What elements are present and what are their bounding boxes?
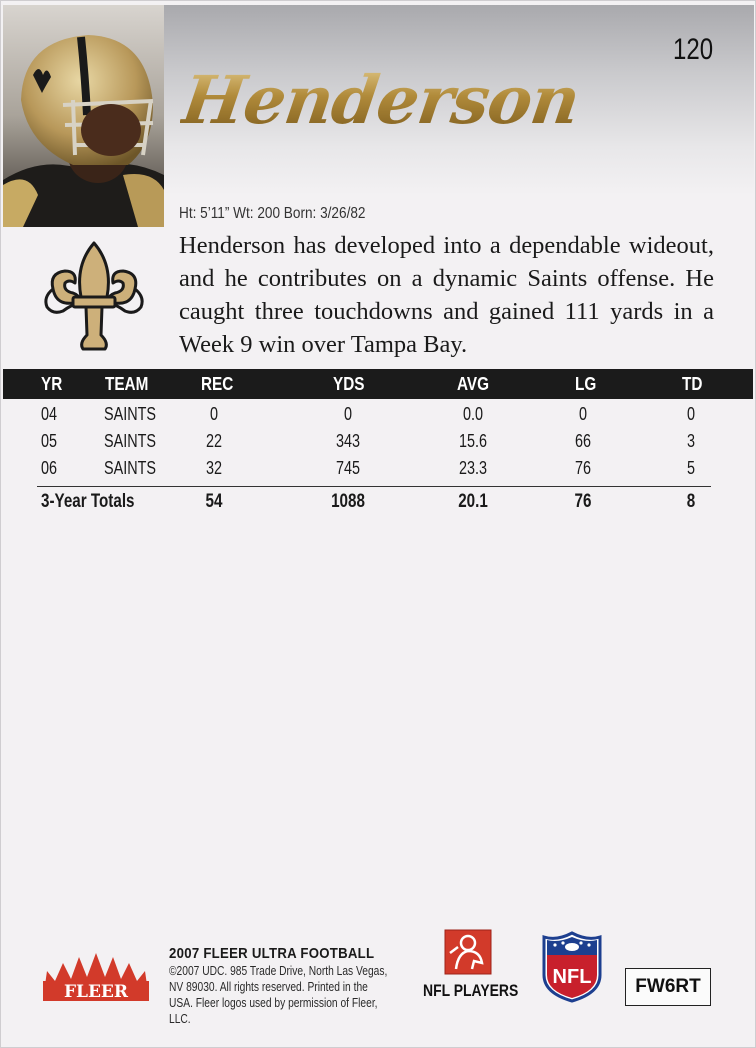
footer-title: 2007 FLEER ULTRA FOOTBALL — [169, 945, 375, 962]
stat-td: 3 — [686, 431, 695, 451]
stat-lg: 66 — [574, 431, 592, 451]
stat-avg: 0.0 — [462, 404, 484, 424]
stats-row — [1, 431, 756, 457]
stats-row — [1, 458, 756, 484]
stat-avg: 15.6 — [458, 431, 488, 451]
stat-rec: 0 — [209, 404, 218, 424]
totals-label: 3-Year Totals — [41, 491, 135, 512]
nfl-players-label: NFL PLAYERS — [423, 981, 519, 1000]
stats-header-yds: YDS — [333, 374, 365, 394]
stats-header-team: TEAM — [105, 374, 149, 394]
totals-divider — [37, 486, 711, 487]
stat-team: SAINTS — [104, 404, 157, 424]
stats-header-yr: YR — [41, 374, 63, 394]
stat-rec: 32 — [205, 458, 223, 478]
totals-yds: 1088 — [331, 491, 365, 512]
player-vitals: Ht: 5’11” Wt: 200 Born: 3/26/82 — [179, 205, 366, 222]
fleer-logo-text: FLEER — [63, 982, 129, 1002]
stat-td: 5 — [686, 458, 695, 478]
stats-header-td: TD — [682, 374, 703, 394]
stat-lg: 0 — [578, 404, 587, 424]
stat-year: 04 — [41, 404, 58, 424]
stats-header-lg: LG — [575, 374, 597, 394]
stat-lg: 76 — [574, 458, 592, 478]
stat-rec: 22 — [205, 431, 223, 451]
stats-header-rec: REC — [201, 374, 234, 394]
nfl-players-logo-icon — [444, 929, 492, 975]
player-bio: Henderson has developed into a dependable wideout, and he contributes on a dynamic Saints offense. He caught three touchdowns and gained 111 yards in a Week 9 win over Tampa Bay. — [179, 232, 714, 358]
player-name: Henderson — [177, 61, 584, 139]
footer-legal-text: ©2007 UDC. 985 Trade Drive, North Las Vegas, NV 89030. All rights reserved. Printed in the USA. Fleer logos used by permission of Fleer, LLC. — [169, 964, 388, 1026]
stats-row — [1, 404, 756, 430]
nfl-shield-logo — [541, 931, 603, 1003]
stat-avg: 23.3 — [458, 458, 488, 478]
fleur-de-lis-icon — [39, 239, 149, 353]
player-photo-image — [3, 5, 164, 227]
fleer-logo — [39, 951, 153, 1005]
stat-yds: 745 — [335, 458, 361, 478]
totals-lg: 76 — [574, 491, 592, 512]
stats-header-avg: AVG — [457, 374, 490, 394]
card-number: 120 — [672, 33, 713, 66]
stats-header-bar — [3, 369, 753, 399]
totals-avg: 20.1 — [458, 491, 488, 512]
stat-td: 0 — [686, 404, 695, 424]
totals-rec: 54 — [205, 491, 223, 512]
stat-year: 05 — [41, 431, 58, 451]
stats-totals-row — [1, 491, 756, 517]
stat-year: 06 — [41, 458, 58, 478]
stat-team: SAINTS — [104, 458, 157, 478]
stat-team: SAINTS — [104, 431, 157, 451]
stat-yds: 343 — [335, 431, 361, 451]
player-photo — [3, 5, 164, 227]
totals-td: 8 — [686, 491, 696, 512]
stat-yds: 0 — [343, 404, 352, 424]
card-code-box: FW6RT — [625, 968, 711, 1006]
nfl-shield-text: NFL — [552, 966, 592, 988]
